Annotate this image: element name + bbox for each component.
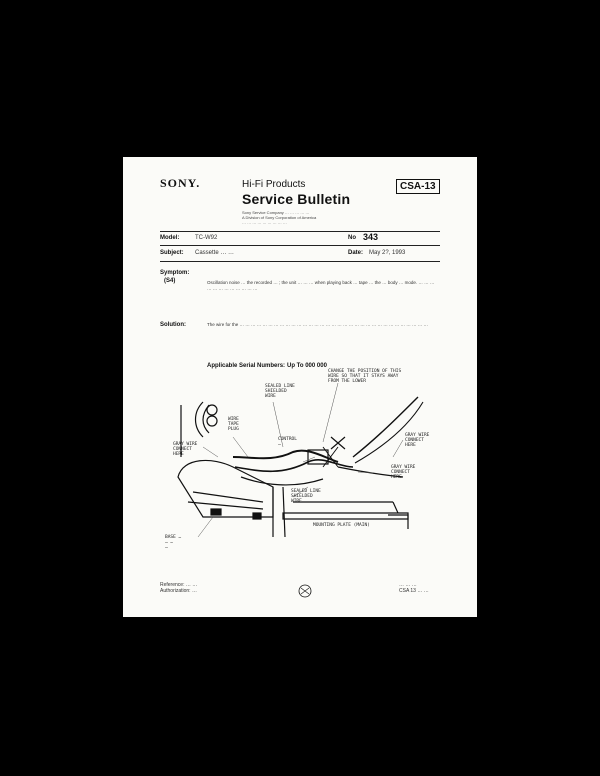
company-line-1: Sony Service Company … … … … … <box>242 210 310 215</box>
callout-right-2: GRAY WIRE CONNECT HERE <box>391 465 416 480</box>
serial-value: Up To 000 000 <box>287 363 327 369</box>
footer-reference: Reference: … … <box>160 582 198 588</box>
subject-label: Subject: <box>160 250 184 256</box>
solution-text: The wire for the … … … … … … … … … … … … … … … … … … … … … … … … … … … … … … … … … <box>207 322 429 327</box>
symptom-text: Oscillation noise … the recorded … ; the unit … … … when playing back … tape … the … body … mode. … … … … … … … … … … … … <box>207 280 435 291</box>
callout-control: CONTROL … <box>278 437 297 447</box>
date-value: May 2?, 1993 <box>369 250 406 256</box>
number-value: 343 <box>363 232 379 242</box>
callout-mounting: MOUNTING PLATE (MAIN) <box>313 523 370 528</box>
footer-right-2: CSA 13 … … <box>399 588 429 594</box>
date-label: Date: <box>348 250 364 256</box>
callout-wire-left: WIRE TAPE PLUG <box>228 417 239 432</box>
solution-label: Solution: <box>160 322 186 328</box>
bulletin-page <box>123 157 477 617</box>
model-label: Model: <box>160 235 180 241</box>
footer-authorization: Authorization: … <box>160 588 197 594</box>
callout-bottom-left: BASE … … … … <box>165 535 182 550</box>
callout-bottom-mid: SEALED LINE SHIELDED WIRE <box>291 489 321 504</box>
company-line-3: … … … … … … … … … <box>242 220 287 225</box>
company-line-2: A Division of Sony Corporation of America <box>242 215 317 220</box>
footer-right-1: … … … <box>399 582 417 588</box>
callout-right-1: GRAY WIRE CONNECT HERE <box>405 433 430 448</box>
symptom-label: Symptom: <box>160 270 190 276</box>
callout-shield-top: SEALED LINE SHIELDED WIRE <box>265 384 295 399</box>
sony-logo: SONY. <box>160 176 201 190</box>
callout-top-right: CHANGE THE POSITION OF THIS WIRE SO THAT IT STAYS AWAY FROM THE LOWER <box>328 369 402 384</box>
serial-label: Applicable Serial Numbers: <box>207 363 286 369</box>
bulletin-code: CSA-13 <box>396 179 440 194</box>
callout-tape-left: GRAY WIRE CONNECT HERE <box>173 442 198 457</box>
bulletin-title: Service Bulletin <box>242 191 351 207</box>
model-value: TC-W92 <box>195 235 218 241</box>
symptom-sublabel: (S4) <box>164 278 176 284</box>
number-label: No <box>348 235 356 241</box>
subject-value: Cassette … … <box>195 250 235 256</box>
product-category: Hi-Fi Products <box>242 179 306 190</box>
